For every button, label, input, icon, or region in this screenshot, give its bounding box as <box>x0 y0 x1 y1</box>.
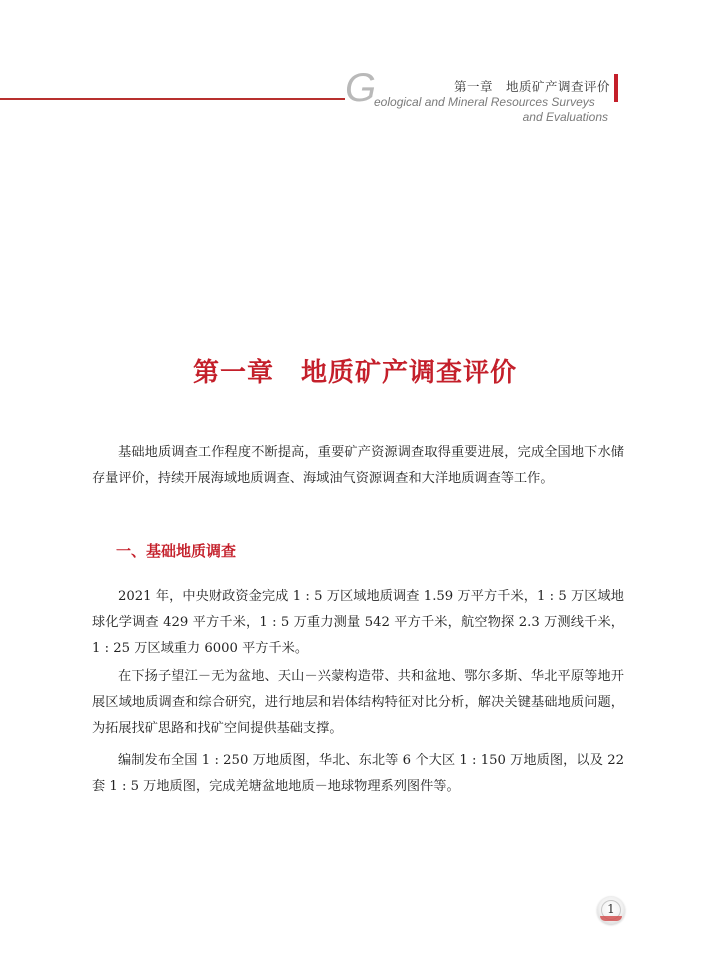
page-badge-accent <box>600 916 622 921</box>
header-rule <box>0 98 345 100</box>
intro-paragraph: 基础地质调查工作程度不断提高，重要矿产资源调查取得重要进展，完成全国地下水储存量评价，持续开展海域地质调查、海域油气资源调查和大洋地质调查等工作。 <box>92 445 624 486</box>
header-logo-letter: G <box>345 66 377 110</box>
page-number-badge <box>597 896 625 924</box>
page-number: 1 <box>607 902 615 916</box>
header-chapter-title: 第一章 地质矿产调查评价 <box>453 79 610 94</box>
section-title: 一、基础地质调查 <box>116 542 237 560</box>
header-accent-bar <box>614 74 618 102</box>
header-english-line2: and Evaluations <box>522 110 608 124</box>
header-english-line1: eological and Mineral Resources Surveys <box>374 95 595 109</box>
chapter-title: 第一章 地质矿产调查评价 <box>192 358 517 388</box>
body-paragraph-2: 在下扬子望江－无为盆地、天山－兴蒙构造带、共和盆地、鄂尔多斯、华北平原等地开展区域地质调查和综合研究，进行地层和岩体结构特征对比分析，解决关键基础地质问题，为拓展找矿思路和找矿空间提供基础支撑。 <box>92 669 624 736</box>
body-paragraph-1: 2021 年，中央财政资金完成 1 : 5 万区域地质调查 1.59 万平方千米，1 : 5 万区域地球化学调查 429 平方千米，1 : 5 万重力测量 542 平方千米，航空物探 2.3 万测线千米，1 : 25 万区域重力 6000 平方千米。 <box>92 589 624 656</box>
body-paragraph-3: 编制发布全国 1 : 250 万地质图，华北、东北等 6 个大区 1 : 150 万地质图，以及 22 套 1 : 5 万地质图，完成羌塘盆地地质－地球物理系列图件等。 <box>92 753 624 794</box>
